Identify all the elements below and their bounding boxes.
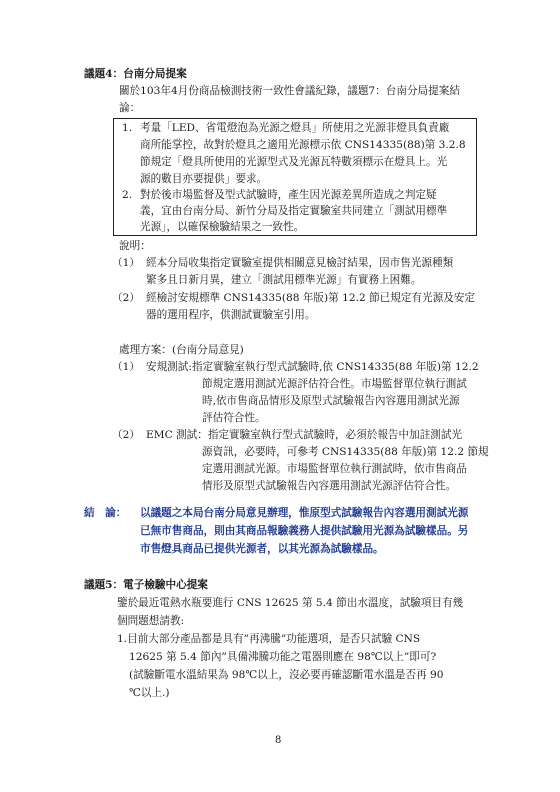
- explanation-2-line-1: 經檢討安規標準 CNS14335(88 年版)第 12.2 節已規定有光源及安定: [146, 292, 476, 304]
- plan-1-line-2: 節規定選用測試光源評估符合性。市場監督單位執行測試: [202, 378, 467, 390]
- plan-1-num: （1）: [112, 361, 140, 373]
- box-item-1-line-3: 節規定「燈具所使用的光源型式及光源瓦特數須標示在燈具上。光: [140, 156, 448, 168]
- issue5-heading: 議題5：電子檢驗中心提案: [84, 579, 208, 591]
- conclusion-line-3: 市售燈具商品已提供光源者，以其光源為試驗樣品。: [140, 543, 384, 555]
- plan-2-line-3: 定選用測試光源。市場監督單位執行測試時，依市售商品: [202, 463, 467, 475]
- box-item-1-line-1: 考量「LED、省電燈泡為光源之燈具」所使用之光源非燈具負責廠: [140, 122, 450, 134]
- plan-2-num: （2）: [112, 429, 140, 441]
- issue5-intro-line-2: 個問題想請教:: [117, 615, 185, 627]
- issue4-intro-line-2: 論：: [119, 102, 141, 114]
- box-item-2-line-1: 對於後市場監督及型式試驗時，產生因光源差異所造成之判定疑: [140, 189, 437, 201]
- plan-1-line-3: 時,依市售商品情形及原型式試驗報告內容選用測試光源: [202, 395, 460, 407]
- issue4-heading: 議題4：台南分局提案: [84, 68, 187, 80]
- plan-1-line-4: 評估符合性。: [202, 412, 266, 424]
- issue5-intro-line-1: 鑒於最近電熱水瓶要進行 CNS 12625 第 5.4 節出水溫度，試驗項目有幾: [117, 597, 464, 609]
- issue5-item1-line-4: ℃以上.): [129, 687, 170, 699]
- explanation-1-line-2: 繁多且日新月異，建立「測試用標準光源」有實務上困難。: [146, 274, 422, 286]
- issue5-item1-line-3: (試驗斷電水溫結果為 98℃以上，沒必要再確認斷電水溫是否再 90: [129, 669, 444, 681]
- plan-2-line-2: 源資訊，必要時，可參考 CNS14335(88 年版)第 12.2 節規: [202, 446, 489, 458]
- conclusion-label: 結 論：: [84, 507, 127, 519]
- plan-1-line-1: 安規測試:指定實驗室執行型式試驗時,依 CNS14335(88 年版)第 12.2: [146, 361, 479, 373]
- box-item-1-line-2: 商所能掌控，故對於燈具之適用光源標示依 CNS14335(88)第 3.2.8: [140, 139, 466, 151]
- issue4-intro-line-1: 關於103年4月份商品檢測技術一致性會議紀錄，議題7：台南分局提案結: [119, 85, 460, 97]
- explanation-2-num: （2）: [112, 292, 140, 304]
- box-item-1-num: 1.: [122, 122, 133, 134]
- explanation-1-num: （1）: [112, 257, 140, 269]
- issue5-item1-line-1: 1.目前大部分產品都是具有”再沸騰”功能選項，是否只試驗 CNS: [117, 633, 421, 645]
- issue5-item1-line-2: 12625 第 5.4 節內”具備沸騰功能之電器則應在 98℃以上”即可?: [129, 651, 437, 663]
- box-item-2-num: 2.: [122, 189, 133, 201]
- explanation-2-line-2: 器的選用程序，供測試實驗室引用。: [146, 309, 316, 321]
- explanation-1-line-1: 經本分局收集指定實驗室提供相關意見檢討結果，因市售光源種類: [146, 257, 454, 269]
- box-item-1-line-4: 源的數目亦要提供」要求。: [140, 173, 268, 185]
- box-item-2-line-2: 義，宜由台南分局、新竹分局及指定實驗室共同建立「測試用標準: [140, 205, 448, 217]
- plan-2-line-4: 情形及原型式試驗報告內容選用測試光源評估符合性。: [202, 480, 457, 492]
- box-item-2-line-3: 光源」，以確保檢驗結果之一致性。: [140, 221, 305, 233]
- page-number: 8: [275, 735, 282, 746]
- explanation-label: 說明：: [119, 240, 151, 252]
- plan-label: 處理方案：(台南分局意見): [119, 344, 244, 356]
- conclusion-line-1: 以議題之本局台南分局意見辦理，惟原型式試驗報告內容選用測試光源: [140, 507, 469, 519]
- conclusion-line-2: 已無市售商品，則由其商品報驗義務人提供試驗用光源為試驗樣品。另: [140, 525, 469, 537]
- plan-2-line-1: EMC 測試：指定實驗室執行型式試驗時，必須於報告中加註測試光: [146, 429, 463, 441]
